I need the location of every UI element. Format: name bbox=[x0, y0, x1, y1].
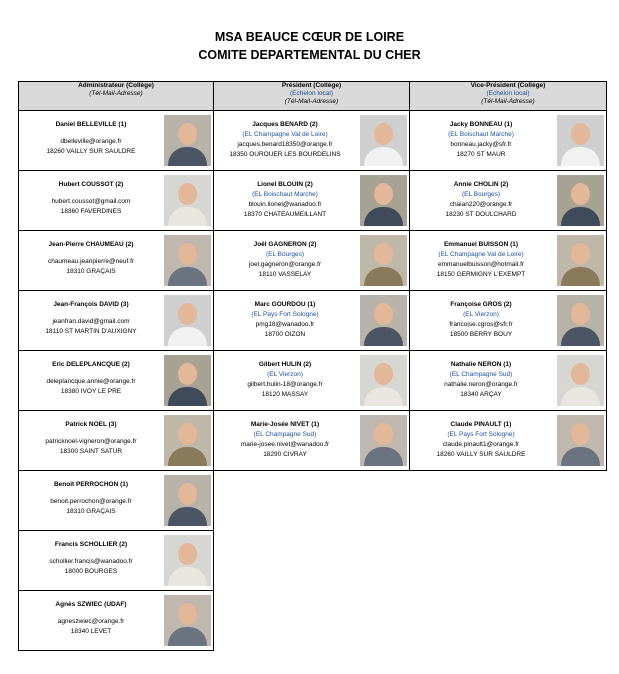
member-card bbox=[19, 411, 214, 471]
table-row bbox=[19, 111, 607, 171]
member-local-echelon: (EL Boischaut Marche) bbox=[252, 191, 318, 198]
member-card bbox=[410, 291, 607, 351]
portrait-photo bbox=[164, 355, 211, 406]
header-role: Vice-Président (Collège) bbox=[470, 82, 546, 89]
portrait-photo bbox=[164, 115, 211, 166]
portrait-photo bbox=[360, 355, 407, 406]
member-local-echelon: (EL Bourges) bbox=[265, 251, 305, 258]
member-local-echelon: (EL Pays Fort Sologne) bbox=[251, 311, 319, 318]
member-info bbox=[216, 420, 354, 460]
member-address: 18370 CHATEAUMEILLANT bbox=[243, 211, 327, 218]
member-name: Agnès SZWIEC (UDAF) bbox=[55, 601, 127, 608]
member-info bbox=[412, 240, 550, 280]
member-card bbox=[214, 291, 410, 351]
member-card bbox=[214, 171, 410, 231]
member-address: 18230 ST DOULCHARD bbox=[445, 211, 517, 218]
table-row bbox=[19, 471, 607, 531]
table-row bbox=[19, 411, 607, 471]
header-contact: (Tél-Mail-Adresse) bbox=[481, 98, 535, 105]
column-header bbox=[410, 82, 607, 111]
member-info bbox=[412, 360, 550, 400]
header-echelon: (Echelon local) bbox=[486, 90, 530, 97]
member-local-echelon: (EL Vierzon) bbox=[267, 371, 303, 378]
member-email: schollier.francis@wanadoo.fr bbox=[49, 558, 133, 565]
portrait-photo bbox=[164, 595, 211, 646]
member-info bbox=[412, 180, 550, 220]
header-row bbox=[19, 82, 607, 111]
member-local-echelon: (EL Bourges) bbox=[461, 191, 501, 198]
portrait-photo bbox=[164, 535, 211, 586]
member-card bbox=[410, 111, 607, 171]
member-info bbox=[216, 360, 354, 400]
table-row bbox=[19, 231, 607, 291]
member-email: bonneau.jacky@sfr.fr bbox=[450, 141, 512, 148]
header-echelon: (Echelon local) bbox=[290, 90, 333, 97]
header-role: Administrateur (Collège) bbox=[78, 82, 154, 89]
portrait-photo bbox=[164, 235, 211, 286]
member-info bbox=[21, 300, 161, 337]
member-address: 18340 ARÇAY bbox=[460, 391, 502, 398]
member-name: Françoise GROS (2) bbox=[450, 301, 512, 308]
member-email: patricknoel-vigneron@orange.fr bbox=[45, 438, 137, 445]
member-email: hubert.coussot@gmail.com bbox=[51, 198, 131, 205]
member-info bbox=[216, 300, 354, 340]
member-card bbox=[19, 291, 214, 351]
member-info bbox=[216, 180, 354, 220]
member-address: 18120 MASSAY bbox=[261, 391, 309, 398]
member-card bbox=[19, 351, 214, 411]
member-name: Jean-François DAVID (3) bbox=[53, 301, 129, 308]
member-email: jacques.benard18350@orange.fr bbox=[237, 141, 333, 148]
member-email: benoit.perrochon@orange.fr bbox=[50, 498, 132, 505]
portrait-photo bbox=[557, 115, 604, 166]
portrait-photo bbox=[360, 175, 407, 226]
column-header bbox=[214, 82, 410, 111]
header-contact: (Tél-Mail-Adresse) bbox=[284, 98, 339, 105]
member-name: Marc GOURDOU (1) bbox=[254, 301, 316, 308]
portrait-photo bbox=[360, 295, 407, 346]
column-header bbox=[19, 82, 214, 111]
member-email: agneszwiec@orange.fr bbox=[57, 618, 125, 625]
member-name: Emmanuel BUISSON (1) bbox=[443, 241, 519, 248]
member-info bbox=[21, 600, 161, 637]
portrait-photo bbox=[557, 235, 604, 286]
member-card bbox=[19, 591, 214, 651]
member-name: Claude PINAULT (1) bbox=[450, 421, 512, 428]
portrait-photo bbox=[164, 295, 211, 346]
member-info bbox=[412, 300, 550, 340]
member-address: 18110 ST MARTIN D'AUXIGNY bbox=[45, 328, 137, 335]
portrait-photo bbox=[557, 415, 604, 466]
member-name: Patrick NOEL (3) bbox=[65, 421, 117, 428]
member-local-echelon: (EL Boischaut Marche) bbox=[448, 131, 514, 138]
member-name: Hubert COUSSOT (2) bbox=[58, 181, 124, 188]
table-row bbox=[19, 291, 607, 351]
member-email: nathalie.neron@orange.fr bbox=[444, 381, 518, 388]
member-email: claude.pinault1@orange.fr bbox=[442, 441, 520, 448]
portrait-photo bbox=[360, 415, 407, 466]
document-subtitle: COMITE DEPARTEMENTAL DU CHER bbox=[198, 48, 421, 62]
member-address: 18150 GERMIGNY L'EXEMPT bbox=[436, 271, 526, 278]
member-local-echelon: (EL Pays Fort Sologne) bbox=[447, 431, 515, 438]
document-title: MSA BEAUCE CŒUR DE LOIRE bbox=[214, 30, 405, 44]
member-info bbox=[21, 180, 161, 217]
empty-cell bbox=[410, 591, 607, 651]
member-card bbox=[410, 231, 607, 291]
member-email: jeanfran.david@gmail.com bbox=[52, 318, 130, 325]
member-name: Nathalie NERON (1) bbox=[450, 361, 512, 368]
header-contact: (Tél-Mail-Adresse) bbox=[89, 90, 143, 97]
member-info bbox=[21, 240, 161, 277]
member-address: 18310 GRAÇAIS bbox=[66, 508, 116, 515]
table-row bbox=[19, 591, 607, 651]
member-address: 18270 ST MAUR bbox=[456, 151, 506, 158]
portrait-photo bbox=[557, 355, 604, 406]
member-card bbox=[410, 351, 607, 411]
member-address: 18110 VASSELAY bbox=[258, 271, 312, 278]
member-name: Eric DELEPLANCQUE (2) bbox=[52, 361, 130, 368]
portrait-photo bbox=[557, 295, 604, 346]
empty-cell bbox=[214, 471, 410, 531]
member-card bbox=[19, 231, 214, 291]
member-address: 18000 BOURGES bbox=[64, 568, 118, 575]
member-email: gilbert.hulin-18@orange.fr bbox=[247, 381, 323, 388]
member-card bbox=[19, 111, 214, 171]
member-email: marie-josee.nivet@wanadoo.fr bbox=[240, 441, 330, 448]
table-row bbox=[19, 171, 607, 231]
member-email: francoise.cgros@sfr.fr bbox=[449, 321, 513, 328]
member-address: 18340 LEVET bbox=[70, 628, 112, 635]
member-local-echelon: (EL Vierzon) bbox=[463, 311, 499, 318]
member-card bbox=[19, 531, 214, 591]
portrait-photo bbox=[360, 115, 407, 166]
member-info bbox=[412, 420, 550, 460]
member-name: Marie-Josée NIVET (1) bbox=[250, 421, 320, 428]
member-address: 18700 OIZON bbox=[264, 331, 306, 338]
member-card bbox=[19, 471, 214, 531]
empty-cell bbox=[410, 531, 607, 591]
table-row bbox=[19, 351, 607, 411]
member-info bbox=[21, 120, 161, 157]
portrait-photo bbox=[164, 175, 211, 226]
portrait-photo bbox=[164, 415, 211, 466]
member-email: joel.gagneron@orange.fr bbox=[248, 261, 321, 268]
member-local-echelon: (EL Champagne Sud) bbox=[449, 371, 513, 378]
member-email: chaumeau.jeanpierre@neuf.fr bbox=[47, 258, 135, 265]
empty-cell bbox=[214, 591, 410, 651]
member-address: 18290 CIVRAY bbox=[263, 451, 307, 458]
member-info bbox=[216, 240, 354, 280]
member-address: 18310 GRAÇAIS bbox=[66, 268, 116, 275]
member-info bbox=[21, 360, 161, 397]
member-name: Annie CHOLIN (2) bbox=[453, 181, 509, 188]
member-address: 18300 SAINT SATUR bbox=[59, 448, 123, 455]
member-card bbox=[410, 171, 607, 231]
member-local-echelon: (EL Champagne Val de Loire) bbox=[242, 131, 328, 138]
member-address: 18500 BERRY BOUY bbox=[449, 331, 513, 338]
member-email: dbelleville@orange.fr bbox=[60, 138, 122, 145]
member-card bbox=[214, 111, 410, 171]
member-name: Benoit PERROCHON (1) bbox=[53, 481, 129, 488]
empty-cell bbox=[410, 471, 607, 531]
empty-cell bbox=[214, 531, 410, 591]
header-role: Président (Collège) bbox=[281, 82, 342, 89]
member-name: Jean-Pierre CHAUMEAU (2) bbox=[48, 241, 134, 248]
member-address: 18380 IVOY LE PRE bbox=[60, 388, 122, 395]
member-local-echelon: (EL Champagne Val de Loire) bbox=[438, 251, 524, 258]
member-name: Joël GAGNERON (2) bbox=[253, 241, 317, 248]
member-address: 18350 OUROUER LES BOURDELINS bbox=[229, 151, 341, 158]
member-address: 18360 FAVERDINES bbox=[60, 208, 122, 215]
member-name: Lionel BLOUIN (2) bbox=[257, 181, 313, 188]
member-card bbox=[214, 351, 410, 411]
member-name: Daniel BELLEVILLE (1) bbox=[55, 121, 127, 128]
table-row bbox=[19, 531, 607, 591]
member-info bbox=[412, 120, 550, 160]
member-card bbox=[214, 411, 410, 471]
portrait-photo bbox=[360, 235, 407, 286]
member-name: Gilbert HULIN (2) bbox=[258, 361, 312, 368]
member-email: chaian220@orange.fr bbox=[449, 201, 513, 208]
member-info bbox=[21, 420, 161, 457]
member-name: Jacques BENARD (2) bbox=[252, 121, 318, 128]
committee-table bbox=[18, 81, 607, 651]
member-email: pmg18@wanadoo.fr bbox=[255, 321, 315, 328]
member-card bbox=[410, 411, 607, 471]
member-email: deleplancque.annie@orange.fr bbox=[46, 378, 136, 385]
member-email: emmanuelbuisson@hotmail.fr bbox=[437, 261, 525, 268]
member-info bbox=[216, 120, 354, 160]
member-address: 18260 VAILLY SUR SAULDRE bbox=[436, 451, 526, 458]
member-address: 18260 VAILLY SUR SAULDRE bbox=[46, 148, 136, 155]
portrait-photo bbox=[557, 175, 604, 226]
member-card bbox=[19, 171, 214, 231]
member-email: blouin.lionel@wanadoo.fr bbox=[248, 201, 322, 208]
member-info bbox=[21, 540, 161, 577]
member-name: Francis SCHOLLIER (2) bbox=[54, 541, 128, 548]
member-card bbox=[214, 231, 410, 291]
member-local-echelon: (EL Champagne Sud) bbox=[253, 431, 317, 438]
member-name: Jacky BONNEAU (1) bbox=[449, 121, 513, 128]
member-info bbox=[21, 480, 161, 517]
portrait-photo bbox=[164, 475, 211, 526]
